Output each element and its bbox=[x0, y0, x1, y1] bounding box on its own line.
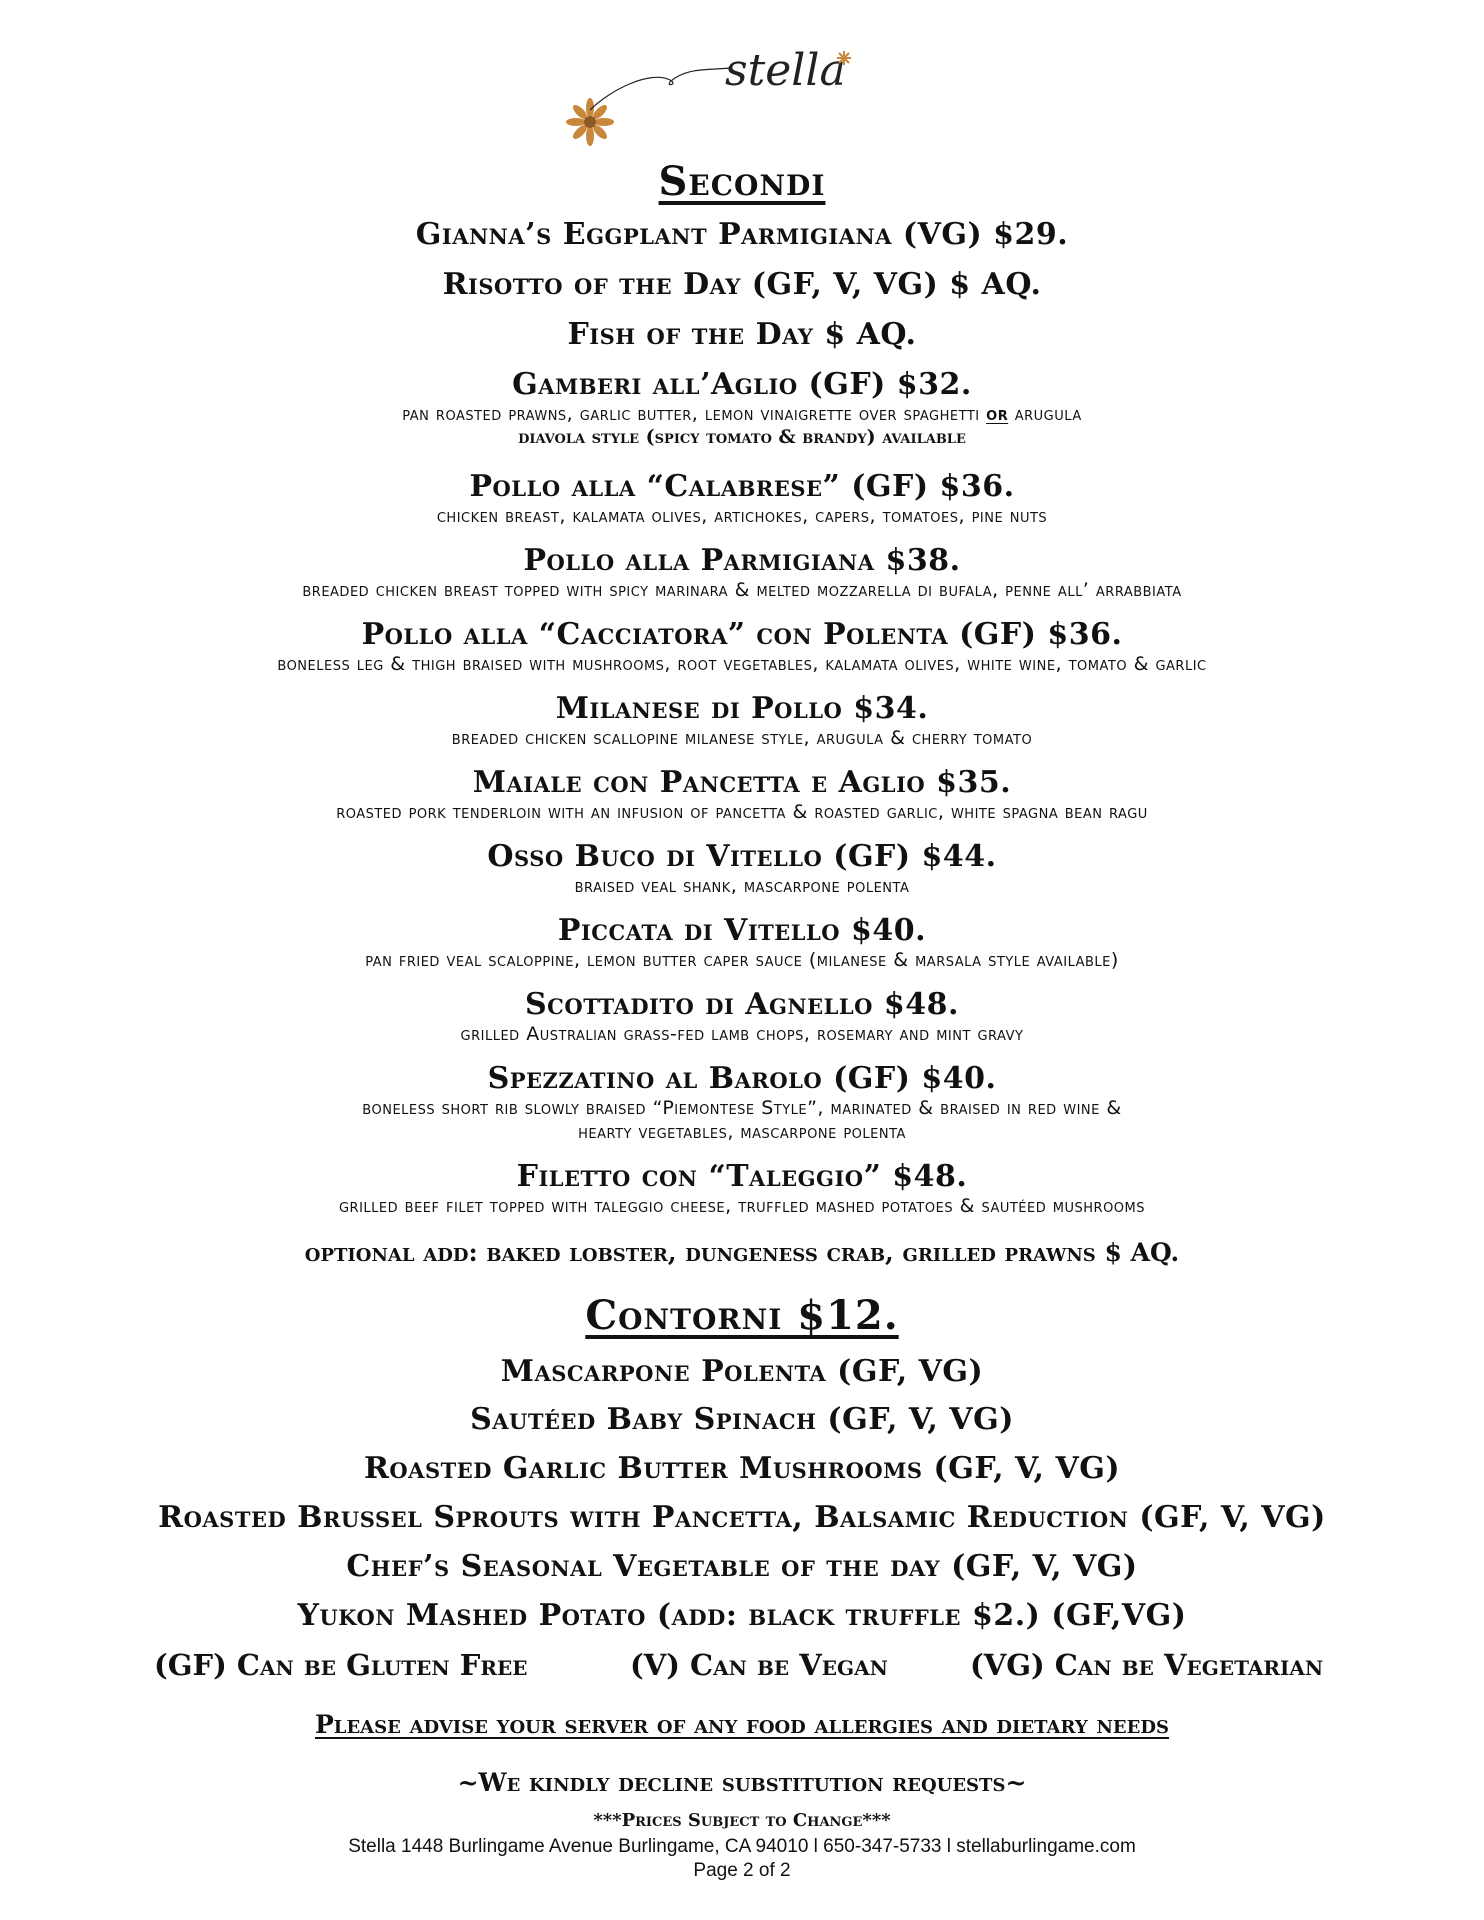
star-icon bbox=[837, 51, 851, 65]
section-title-contorni: Contorni $12. bbox=[585, 1292, 899, 1339]
substitution-note: ~We kindly decline substitution requests~ bbox=[457, 1768, 1027, 1797]
item-name: Fish of the Day $ AQ. bbox=[567, 317, 917, 352]
footer-address: Stella 1448 Burlingame Avenue Burlingame, CA 94010 l 650-347-5733 l stellaburlingame.com bbox=[348, 1836, 1136, 1857]
item-name: Piccata di Vitello $40. bbox=[557, 913, 927, 948]
menu-item bbox=[0, 470, 1484, 528]
menu-item bbox=[0, 618, 1484, 676]
item-name: Gianna’s Eggplant Parmigiana (VG) $29. bbox=[415, 217, 1069, 252]
item-description: chicken breast, kalamata olives, artichokes, capers, tomatoes, pine nuts bbox=[436, 505, 1048, 527]
menu-item bbox=[0, 914, 1484, 972]
side-item: Mascarpone Polenta (GF, VG) bbox=[500, 1354, 984, 1389]
item-name: Pollo alla “Calabrese” (GF) $36. bbox=[469, 469, 1015, 504]
item-description: roasted pork tenderloin with an infusion of pancetta & roasted garlic, white spagna bean ragu bbox=[336, 801, 1148, 823]
item-description: boneless leg & thigh braised with mushrooms, root vegetables, kalamata olives, white wine, tomato & garlic bbox=[277, 653, 1207, 675]
item-description: grilled Australian grass-fed lamb chops, rosemary and mint gravy bbox=[460, 1023, 1024, 1045]
item-note: diavola style (spicy tomato & brandy) available bbox=[518, 426, 966, 448]
item-name: Osso Buco di Vitello (GF) $44. bbox=[487, 839, 997, 874]
item-description: pan fried veal scaloppine, lemon butter caper sauce (milanese & marsala style available) bbox=[365, 949, 1119, 971]
side-item: Yukon Mashed Potato (add: black truffle $2.) (GF,VG) bbox=[297, 1598, 1187, 1633]
prices-note: ***Prices Subject to Change*** bbox=[593, 1810, 891, 1831]
side-item: Chef’s Seasonal Vegetable of the day (GF, V, VG) bbox=[346, 1549, 1138, 1584]
item-name: Spezzatino al Barolo (GF) $40. bbox=[487, 1061, 997, 1096]
legend-gluten-free: (GF) Can be Gluten Free bbox=[154, 1648, 528, 1682]
menu-item bbox=[0, 692, 1484, 750]
menu-item bbox=[0, 840, 1484, 898]
menu-item bbox=[0, 544, 1484, 602]
allergy-note: Please advise your server of any food allergies and dietary needs bbox=[315, 1710, 1169, 1739]
item-description: pan roasted prawns, garlic butter, lemon vinaigrette over spaghetti or arugula bbox=[402, 403, 1082, 425]
legend-vegetarian: (VG) Can be Vegetarian bbox=[970, 1648, 1324, 1682]
menu-item bbox=[0, 766, 1484, 824]
menu-item bbox=[0, 318, 1484, 352]
item-name: Filetto con “Taleggio” $48. bbox=[516, 1159, 968, 1194]
item-name: Scottadito di Agnello $48. bbox=[525, 987, 959, 1022]
item-name: Milanese di Pollo $34. bbox=[555, 691, 929, 726]
menu-item bbox=[0, 218, 1484, 252]
item-description: breaded chicken breast topped with spicy marinara & melted mozzarella di bufala, penne all’ arrabbiata bbox=[302, 579, 1182, 601]
menu-item bbox=[0, 1062, 1484, 1144]
optional-add-note: optional add: baked lobster, dungeness crab, grilled prawns $ AQ. bbox=[304, 1238, 1180, 1267]
item-name: Pollo alla Parmigiana $38. bbox=[523, 543, 961, 578]
item-name: Pollo alla “Cacciatora” con Polenta (GF) $36. bbox=[361, 617, 1123, 652]
item-description: braised veal shank, mascarpone polenta bbox=[574, 875, 910, 897]
item-description: breaded chicken scallopine milanese style, arugula & cherry tomato bbox=[451, 727, 1033, 749]
menu-item bbox=[0, 1160, 1484, 1218]
flower-icon bbox=[566, 98, 614, 146]
side-item: Roasted Garlic Butter Mushrooms (GF, V, VG) bbox=[363, 1451, 1121, 1486]
menu-item bbox=[0, 268, 1484, 302]
stella-logo bbox=[560, 40, 860, 160]
item-description: boneless short rib slowly braised “Piemontese Style”, marinated & braised in red wine & bbox=[362, 1097, 1122, 1119]
item-name: Gamberi all’Aglio (GF) $32. bbox=[512, 367, 972, 402]
menu-item bbox=[0, 988, 1484, 1046]
menu-item bbox=[0, 368, 1484, 448]
legend-vegan: (V) Can be Vegan bbox=[630, 1648, 888, 1682]
logo-wordmark: stella bbox=[725, 45, 846, 96]
side-item: Roasted Brussel Sprouts with Pancetta, Balsamic Reduction (GF, V, VG) bbox=[158, 1500, 1326, 1535]
item-name: Risotto of the Day (GF, V, VG) $ AQ. bbox=[442, 267, 1042, 302]
item-name: Maiale con Pancetta e Aglio $35. bbox=[472, 765, 1012, 800]
side-item: Sautéed Baby Spinach (GF, V, VG) bbox=[470, 1402, 1014, 1437]
section-title-secondi: Secondi bbox=[658, 158, 826, 205]
item-description: grilled beef filet topped with taleggio cheese, truffled mashed potatoes & sautéed mushrooms bbox=[338, 1195, 1146, 1217]
item-description-line2: hearty vegetables, mascarpone polenta bbox=[578, 1121, 906, 1143]
page-number: Page 2 of 2 bbox=[693, 1860, 791, 1881]
